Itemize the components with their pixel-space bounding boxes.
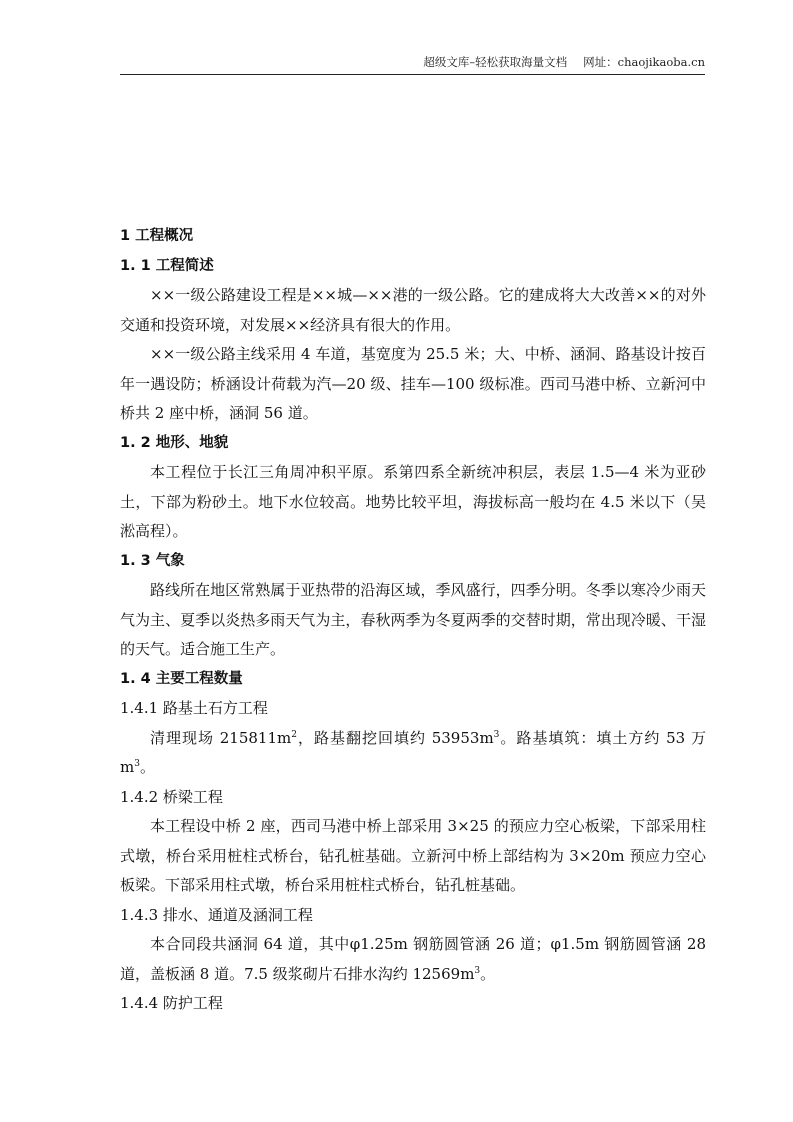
paragraph: ××一级公路主线采用 4 车道，基宽度为 25.5 米；大、中桥、涵洞、路基设计按百年一遇设防；桥涵设计荷载为汽—20 级、挂车—100 级标准。西司马港中桥、立新河中桥共 2 座中桥，涵洞 56 道。 [120, 345, 706, 422]
section-heading-1-3: 1. 3 气象 [120, 552, 185, 569]
superscript: 3 [134, 759, 140, 769]
section-heading-1-2: 1. 2 地形、地貌 [120, 434, 229, 451]
paragraph [120, 930, 706, 989]
subsection-heading-1-4-1: 1.4.1 路基土石方工程 [120, 699, 268, 717]
text-run: 。 [480, 964, 496, 983]
superscript: 2 [291, 729, 297, 740]
page-header [120, 54, 705, 75]
paragraph [120, 724, 706, 783]
text-run: 。路基填筑：填土方约 53 万 m [120, 728, 706, 776]
paragraph: 本工程设中桥 2 座，西司马港中桥上部采用 3×25 的预应力空心板梁，下部采用柱式墩，桥台采用桩柱式桥台，钻孔桩基础。立新河中桥上部结构为 3×20m 预应力空心板梁。下部采用柱式墩，桥台采用桩柱式桥台，钻孔桩基础。 [120, 817, 706, 894]
superscript: 3 [493, 729, 500, 740]
document-body [120, 222, 706, 1019]
section-heading-1-1: 1. 1 工程简述 [120, 257, 214, 274]
section-heading-1-4: 1. 4 主要工程数量 [120, 670, 243, 687]
text-run: 清理现场 215811m [150, 728, 292, 747]
header-url: 网址：chaojikaoba.cn [583, 55, 705, 69]
superscript: 3 [474, 965, 481, 976]
subsection-heading-1-4-4: 1.4.4 防护工程 [120, 994, 223, 1012]
subsection-heading-1-4-2: 1.4.2 桥梁工程 [120, 787, 223, 806]
paragraph: 本工程位于长江三角周冲积平原。系第四系全新统冲积层，表层 1.5—4 米为亚砂土，下部为粉砂土。地下水位较高。地势比较平坦，海拔标高一般均在 4.5 米以下（吴淞高程）。 [120, 463, 706, 540]
text-run: 。 [139, 758, 155, 776]
paragraph: 路线所在地区常熟属于亚热带的沿海区域，季风盛行，四季分明。冬季以寒冷少雨天气为主、夏季以炎热多雨天气为主，春秋两季为冬夏两季的交替时期，常出现冷暖、干湿的天气。适合施工生产。 [120, 581, 706, 658]
section-heading-1: 1 工程概况 [120, 228, 194, 244]
text-run: 本合同段共涵洞 64 道，其中φ1.25m 钢筋圆管涵 26 道；φ1.5m 钢筋圆管涵 28 道，盖板涵 8 道。7.5 级浆砌片石排水沟约 12569m [120, 935, 706, 983]
paragraph: ××一级公路建设工程是××城—××港的一级公路。它的建成将大大改善××的对外交通和投资环境，对发展××经济具有很大的作用。 [120, 286, 706, 334]
subsection-heading-1-4-3: 1.4.3 排水、通道及涵洞工程 [120, 905, 313, 924]
text-run: ，路基翻挖回填约 53953m [296, 728, 494, 747]
header-site-name: 超级文库–轻松获取海量文档 [423, 55, 568, 69]
